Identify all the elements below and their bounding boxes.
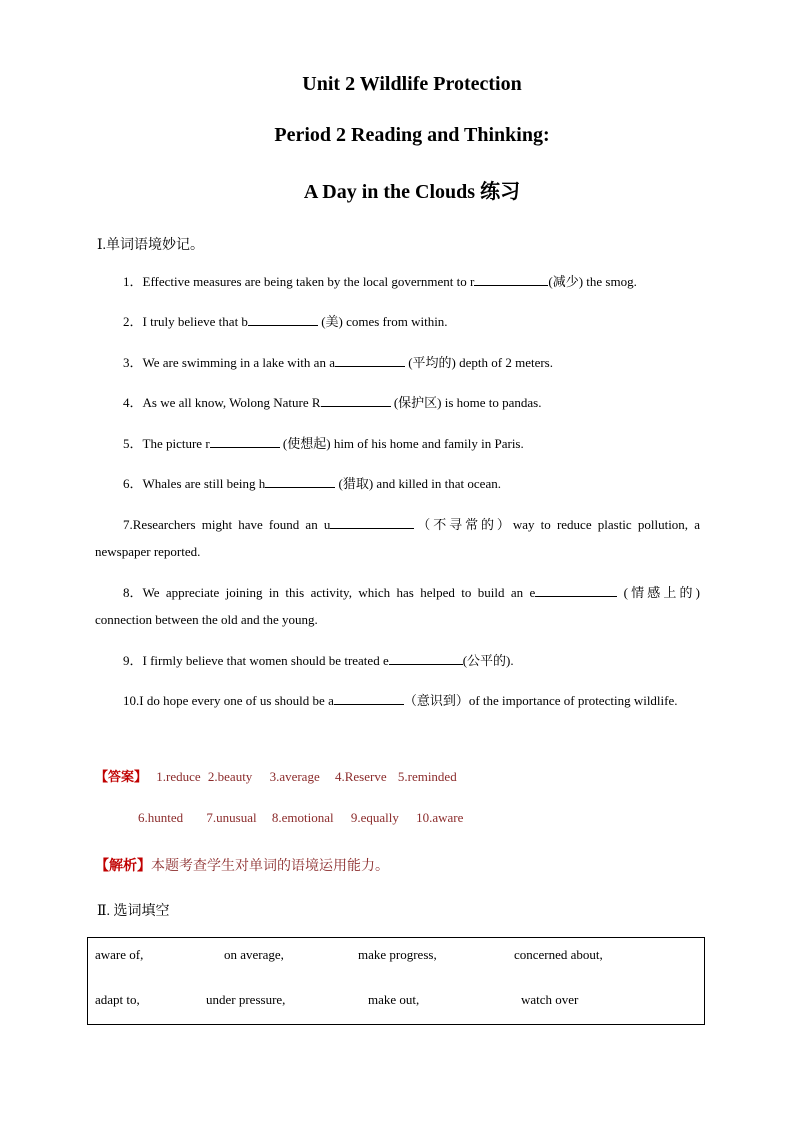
word-option: concerned about,	[514, 947, 603, 962]
word-bank-box	[87, 937, 705, 1025]
answer-blank[interactable]	[335, 354, 405, 367]
question-text: I do hope every one of us should be a	[139, 693, 334, 708]
answer-item: 10.aware	[416, 810, 464, 825]
question-text: I truly believe that b	[142, 314, 248, 329]
question-text: Researchers might have found an u	[132, 517, 331, 532]
answer-blank[interactable]	[265, 475, 335, 488]
answer-row-2	[138, 810, 463, 826]
question-8	[95, 579, 700, 633]
word-option: aware of,	[95, 947, 144, 962]
title-period: Period 2 Reading and Thinking:	[274, 124, 550, 146]
question-hint: (情感上的) connection between the old and the young.	[95, 585, 700, 627]
answer-item: 4.Reserve	[334, 769, 387, 784]
answer-item: 1.reduce	[156, 769, 201, 784]
question-number: 3．	[123, 355, 143, 370]
answer-blank[interactable]	[330, 516, 414, 529]
question-5	[95, 430, 700, 457]
answer-item: 5.reminded	[397, 769, 457, 784]
answer-blank[interactable]	[474, 273, 548, 286]
answer-blank[interactable]	[334, 692, 404, 705]
question-text: Whales are still being h	[142, 476, 266, 491]
question-number: 5．	[123, 436, 143, 451]
answer-blank[interactable]	[210, 435, 280, 448]
answer-item: 8.emotional	[271, 810, 334, 825]
question-hint: (保护区) is home to pandas.	[390, 395, 542, 410]
question-text: I firmly believe that women should be treated e	[142, 653, 389, 668]
question-hint: (美) comes from within.	[317, 314, 448, 329]
question-hint: （意识到）of the importance of protecting wildlife.	[403, 693, 678, 708]
answer-item: 3.average	[269, 769, 320, 784]
question-text: We appreciate joining in this activity, which has helped to build an e	[142, 585, 536, 600]
question-number: 8．	[123, 585, 143, 600]
word-option: watch over	[521, 992, 579, 1007]
question-hint: (公平的).	[462, 653, 514, 668]
question-number: 1．	[123, 274, 143, 289]
question-number: 10.	[123, 693, 140, 708]
answer-blank[interactable]	[535, 584, 617, 597]
title-unit: Unit 2 Wildlife Protection	[302, 73, 522, 95]
word-option: under pressure,	[206, 992, 286, 1007]
question-6	[95, 470, 700, 497]
answer-label: 【答案】	[95, 769, 148, 784]
question-2	[95, 308, 700, 335]
analysis-text: 本题考查学生对单词的语境运用能力。	[151, 859, 389, 874]
answer-item: 6.hunted	[138, 810, 184, 825]
section-heading-vocabulary: Ⅰ.单词语境妙记。	[97, 238, 205, 253]
question-hint: (平均的) depth of 2 meters.	[404, 355, 553, 370]
question-number: 4．	[123, 395, 143, 410]
answer-item: 2.beauty	[207, 769, 253, 784]
question-text: The picture r	[142, 436, 210, 451]
answer-item: 9.equally	[350, 810, 399, 825]
word-option: on average,	[224, 947, 284, 962]
word-option: adapt to,	[95, 992, 140, 1007]
answer-blank[interactable]	[321, 394, 391, 407]
question-number: 6．	[123, 476, 143, 491]
answer-blank[interactable]	[389, 652, 463, 665]
word-option: make progress,	[358, 947, 437, 962]
question-number: 7.	[123, 517, 133, 532]
title-lesson: A Day in the Clouds 练习	[303, 181, 521, 203]
section-heading-word-choice: Ⅱ. 选词填空	[97, 904, 170, 919]
analysis-label: 【解析】	[95, 859, 151, 874]
answer-row-1	[95, 766, 457, 785]
question-number: 2．	[123, 314, 143, 329]
question-hint: (减少) the smog.	[548, 274, 637, 289]
question-text: We are swimming in a lake with an a	[142, 355, 335, 370]
question-7	[95, 511, 700, 565]
question-text: Effective measures are being taken by the local government to r	[142, 274, 475, 289]
answer-item: 7.unusual	[206, 810, 257, 825]
question-hint: (使想起) him of his home and family in Paris.	[279, 436, 524, 451]
question-hint: (猎取) and killed in that ocean.	[335, 476, 501, 491]
question-10	[95, 687, 700, 714]
question-text: As we all know, Wolong Nature R	[142, 395, 321, 410]
analysis	[95, 855, 389, 875]
word-option: make out,	[368, 992, 420, 1007]
question-3	[95, 349, 700, 376]
question-4	[95, 389, 700, 416]
question-hint: （不寻常的）way to reduce plastic pollution, a newspaper reported.	[95, 517, 701, 559]
question-9	[95, 647, 700, 674]
answer-blank[interactable]	[248, 313, 318, 326]
question-1	[95, 268, 700, 295]
question-number: 9．	[123, 653, 143, 668]
